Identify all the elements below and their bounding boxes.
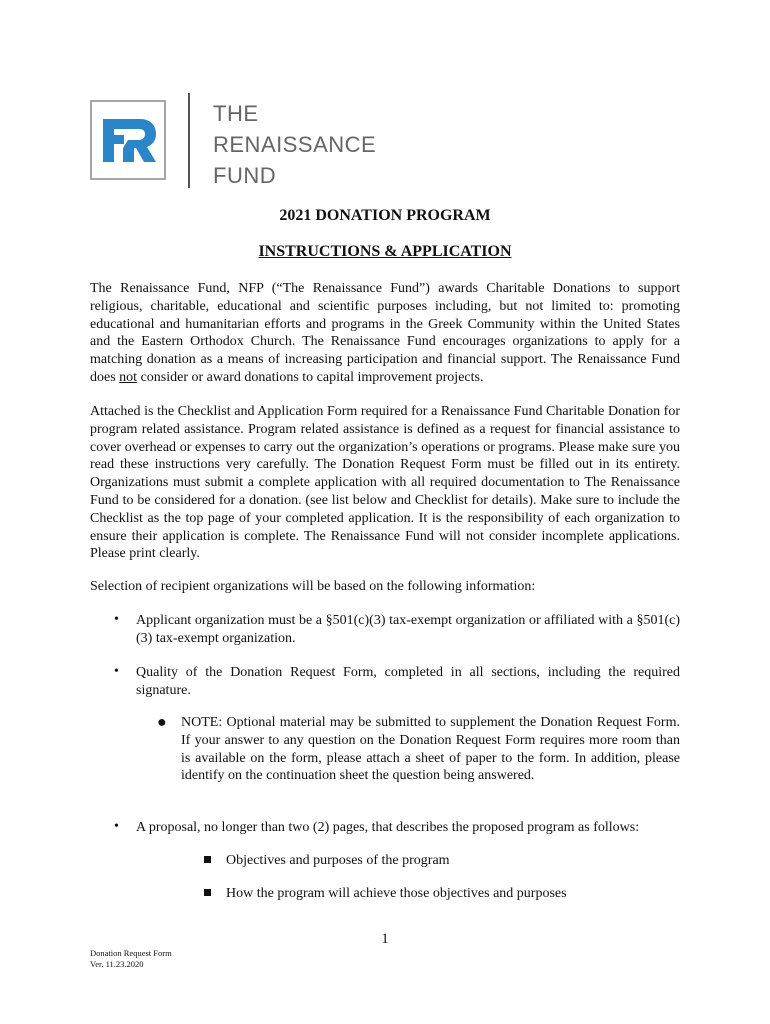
logo-line-3: FUND	[213, 163, 277, 188]
selection-paragraph: Selection of recipient organizations will be based on the following information:	[90, 579, 536, 594]
checklist-paragraph: Attached is the Checklist and Application Form required for a Renaissance Fund Charitable Donation for program related assistance. Program related assistance is defined as a request for financial assistance to cover overhead or expenses to carry out the organization’s operations or programs. Please make sure you read these instructions very carefully. The Donation Request Form must be filled out in its entirety. Organizations must submit a complete application with all required documentation to The Renaissance Fund to be considered for a donation. (see list below and Checklist for details). Make sure to include the Checklist as the top page of your completed application. It is the responsibility of each organization to ensure their application is complete. The Renaissance Fund will not consider incomplete applications. Please print clearly.	[90, 404, 680, 562]
bullet-501c3: Applicant organization must be a §501(c)(3) tax-exempt organization or affiliated with a §501(c)(3) tax-exempt organization.	[136, 613, 680, 646]
program-title: 2021 DONATION PROGRAM	[279, 207, 491, 224]
square-bullet-icon	[204, 889, 211, 896]
intro-paragraph	[90, 280, 680, 387]
logo-divider	[188, 93, 190, 188]
bullet-note: NOTE: Optional material may be submitted to supplement the Donation Request Form. If your answer to any question on the Donation Request Form requires more room than is available on the form, please attach a sheet of paper to the form. In addition, please identify on the continuation sheet the question being answered.	[181, 715, 680, 784]
bullet-proposal: A proposal, no longer than two (2) pages, that describes the proposed program as follows:	[136, 820, 640, 835]
page-number: 1	[381, 931, 389, 947]
sub-bullet-how: How the program will achieve those objectives and purposes	[226, 886, 567, 901]
intro-text-b: consider or award donations to capital improvement projects.	[137, 369, 484, 385]
intro-text-a: The Renaissance Fund, NFP (“The Renaissance Fund”) awards Charitable Donations to support religious, charitable, educational and scientific purposes including, but not limited to: promoting educational and humanitarian efforts and programs in the Greek Community within the United States and the Eastern Orthodox Church. The Renaissance Fund encourages organizations to apply for a matching donation as a means of increasing participation and financial support. The Renaissance Fund does	[90, 281, 680, 385]
footer-form-name: Donation Request Form	[90, 948, 172, 958]
logo-line-2: RENAISSANCE	[213, 132, 377, 157]
logo-line-1: THE	[213, 101, 259, 126]
square-bullet-icon	[204, 856, 211, 863]
bullet-marker: •	[114, 819, 119, 834]
intro-emphasis-not: not	[119, 369, 138, 385]
sub-bullet-objectives: Objectives and purposes of the program	[226, 853, 450, 868]
bullet-marker: •	[114, 664, 119, 679]
footer	[90, 948, 172, 970]
bullet-marker: •	[114, 612, 119, 627]
renaissance-fund-logo-icon	[90, 100, 166, 180]
footer-version: Ver. 11.23.2020	[90, 959, 144, 969]
logo-wordmark	[213, 98, 376, 191]
bullet-quality: Quality of the Donation Request Form, completed in all sections, including the required signature.	[136, 665, 680, 698]
bullet-marker-bold: ●	[157, 714, 167, 731]
section-title: INSTRUCTIONS & APPLICATION	[258, 243, 512, 260]
